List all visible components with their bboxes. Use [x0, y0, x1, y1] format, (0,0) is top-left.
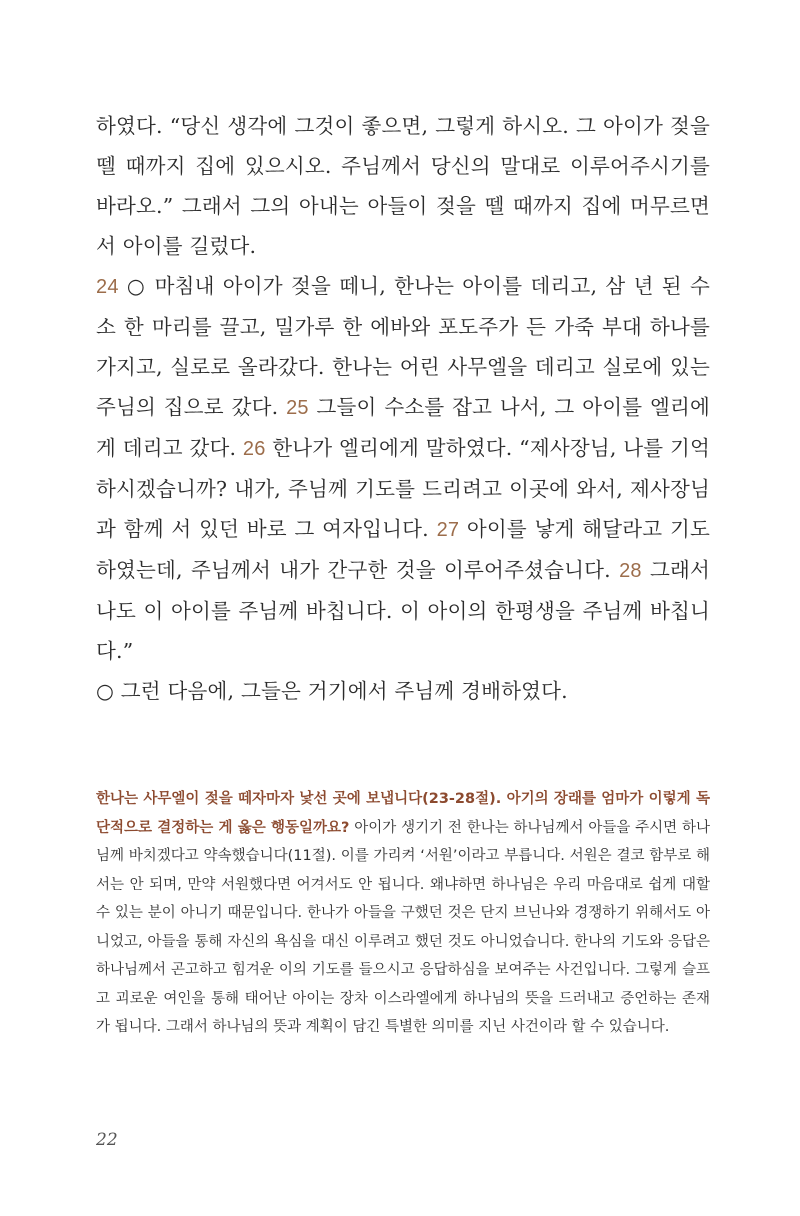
scripture-text	[96, 106, 710, 711]
verse-text: ○ 그런 다음에, 그들은 거기에서 주님께 경배하였다.	[96, 679, 568, 703]
verse-number: 27	[436, 519, 460, 541]
scripture-paragraph	[96, 266, 710, 671]
verse-text: 그래서 나도 이 아이를 주님께 바칩니다. 이 아이의 한평생을 주님께 바칩니다.”	[96, 558, 710, 663]
commentary-body: 아이가 생기기 전 한나는 하나님께서 아들을 주시면 하나님께 바치겠다고 약속했습니다(11절). 이를 가리켜 ‘서원’이라고 부릅니다. 서원은 결코 함부로 해서는 안 되며, 만약 서원했다면 어겨서도 안 됩니다. 왜냐하면 하나님은 우리 마음대로 쉽게 대할 수 있는 분이 아니기 때문입니다. 한나가 아들을 구했던 것은 단지 브닌나와 경쟁하기 위해서도 아니었고, 아들을 통해 자신의 욕심을 대신 이루려고 했던 것도 아니었습니다. 한나의 기도와 응답은 하나님께서 곤고하고 힘겨운 이의 기도를 들으시고 응답하심을 보여주는 사건입니다. 그렇게 슬프고 괴로운 여인을 통해 태어난 아이는 장차 이스라엘에게 하나님의 뜻을 드러내고 증언하는 존재가 됩니다. 그래서 하나님의 뜻과 계획이 담긴 특별한 의미를 지닌 사건이라 할 수 있습니다.	[96, 819, 710, 1035]
verse-text: 그들이 수소를 잡고 나서, 그 아이를 엘리에게 데리고 갔다.	[96, 395, 711, 460]
commentary-paragraph	[96, 785, 710, 1042]
verse-text: ○ 마침내 아이가 젖을 떼니, 한나는 아이를 데리고, 삼 년 된 수소 한 마리를 끌고, 밀가루 한 에바와 포도주가 든 가죽 부대 하나를 가지고, 실로로 올라갔다. 한나는 어린 사무엘을 데리고 실로에 있는 주님의 집으로 갔다.	[96, 274, 710, 419]
verse-number: 26	[242, 438, 266, 460]
verse-number: 25	[286, 397, 309, 419]
scripture-paragraph	[96, 671, 710, 711]
verse-text: 아이를 낳게 해달라고 기도하였는데, 주님께서 내가 간구한 것을 이루어주셨습니다.	[96, 517, 710, 582]
verse-text: 하였다. “당신 생각에 그것이 좋으면, 그렇게 하시오. 그 아이가 젖을 뗄 때까지 집에 있으시오. 주님께서 당신의 말대로 이루어주시기를 바라오.” 그래서 그의 아내는 아들이 젖을 뗄 때까지 집에 머무르면서 아이를 길렀다.	[96, 114, 710, 258]
verse-text: 한나가 엘리에게 말하였다. “제사장님, 나를 기억하시겠습니까? 내가, 주님께 기도를 드리려고 이곳에 와서, 제사장님과 함께 서 있던 바로 그 여자입니다.	[96, 436, 711, 541]
commentary-lead: 한나는 사무엘이 젖을 떼자마자 낯선 곳에 보냅니다(23-28절). 아기의 장래를 엄마가 이렇게 독단적으로 결정하는 게 옳은 행동일까요?	[96, 791, 710, 836]
verse-number: 28	[619, 560, 642, 582]
page-number: 22	[96, 1130, 118, 1150]
commentary	[96, 785, 710, 1042]
scripture-paragraph	[96, 106, 710, 266]
verse-number: 24	[96, 276, 119, 298]
